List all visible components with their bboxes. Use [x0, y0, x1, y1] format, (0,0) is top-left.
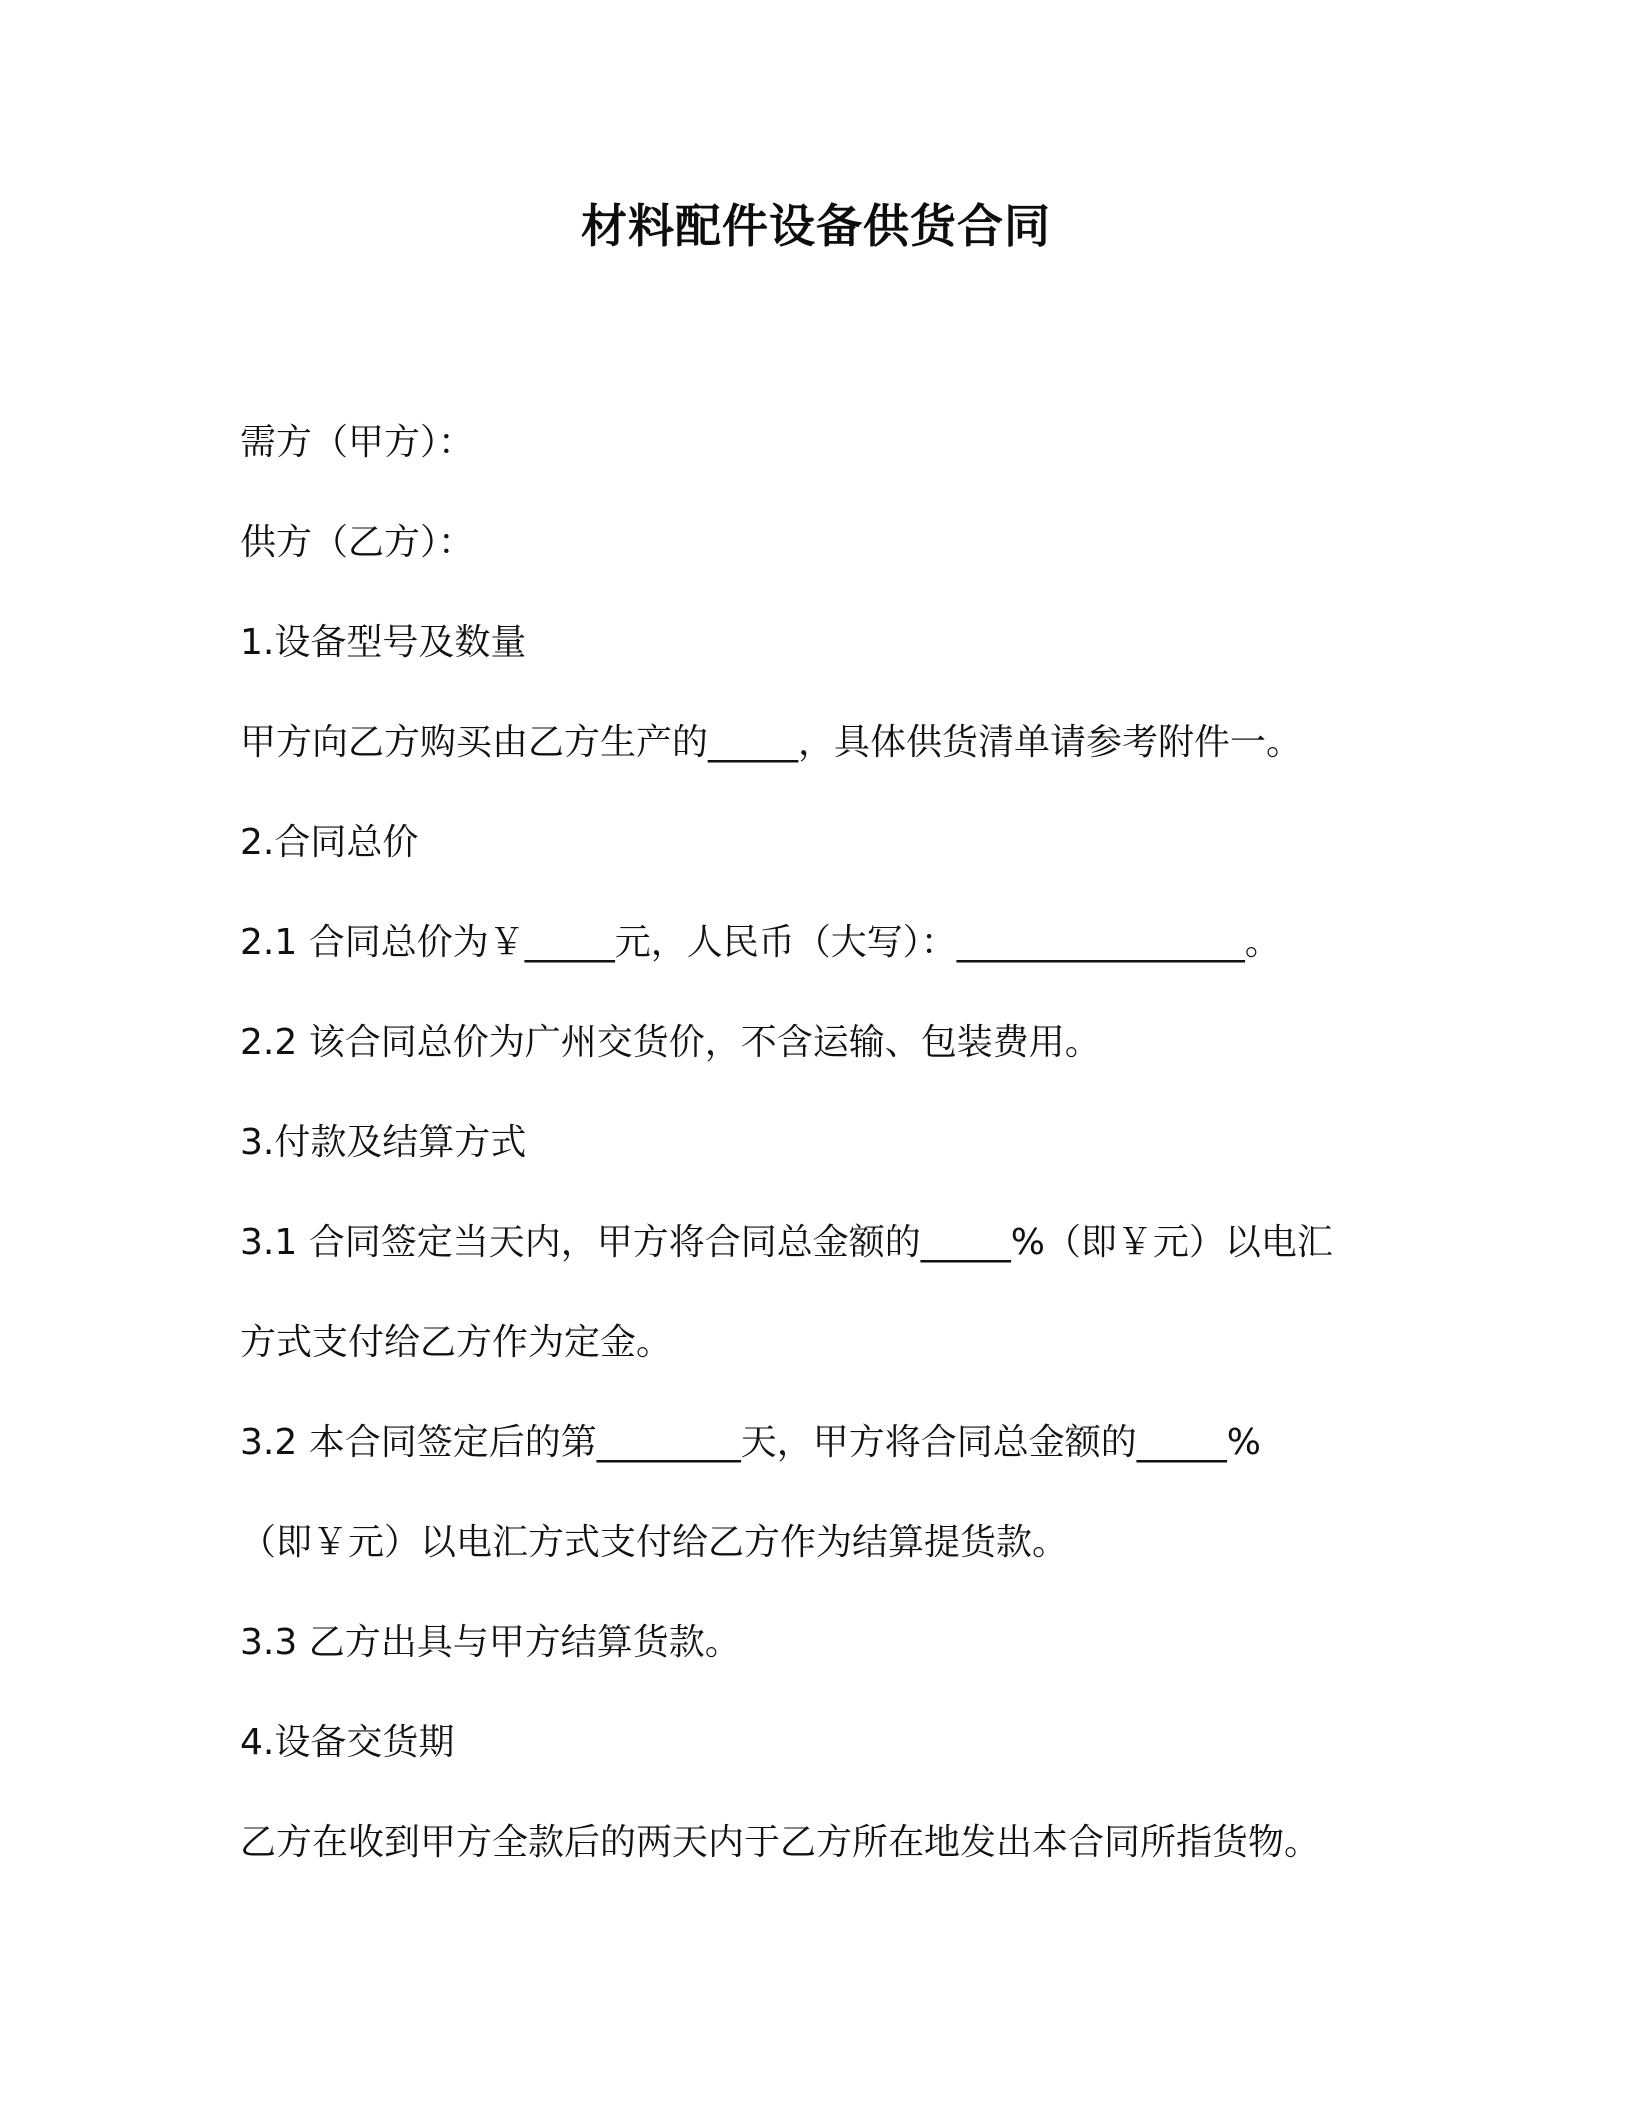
section-4-heading: 4.设备交货期 [240, 1722, 455, 1763]
clause-3-1-line-1: 3.1 合同签定当天内，甲方将合同总金额的_____%（即￥元）以电汇 [240, 1222, 1333, 1263]
clause-3-1-line-2: 方式支付给乙方作为定金。 [240, 1322, 673, 1363]
party-b-line: 供方（乙方）： [240, 522, 475, 563]
clause-2-2: 2.2 该合同总价为广州交货价，不含运输、包装费用。 [240, 1022, 1101, 1063]
clause-3-2-line-2: （即￥元）以电汇方式支付给乙方作为结算提货款。 [240, 1522, 1069, 1563]
clause-3-2-line-1: 3.2 本合同签定后的第________天，甲方将合同总金额的_____% [240, 1422, 1261, 1463]
document-title: 材料配件设备供货合同 [581, 199, 1051, 253]
section-1-heading: 1.设备型号及数量 [240, 622, 527, 663]
clause-3-3: 3.3 乙方出具与甲方结算货款。 [240, 1622, 741, 1663]
section-1-text: 甲方向乙方购买由乙方生产的_____，具体供货清单请参考附件一。 [240, 722, 1303, 763]
section-4-text: 乙方在收到甲方全款后的两天内于乙方所在地发出本合同所指货物。 [240, 1822, 1321, 1863]
party-a-line: 需方（甲方）： [240, 422, 475, 463]
section-2-heading: 2.合同总价 [240, 822, 419, 863]
section-3-heading: 3.付款及结算方式 [240, 1122, 527, 1163]
clause-2-1: 2.1 合同总价为￥_____元，人民币（大写）：________________。 [240, 922, 1281, 963]
